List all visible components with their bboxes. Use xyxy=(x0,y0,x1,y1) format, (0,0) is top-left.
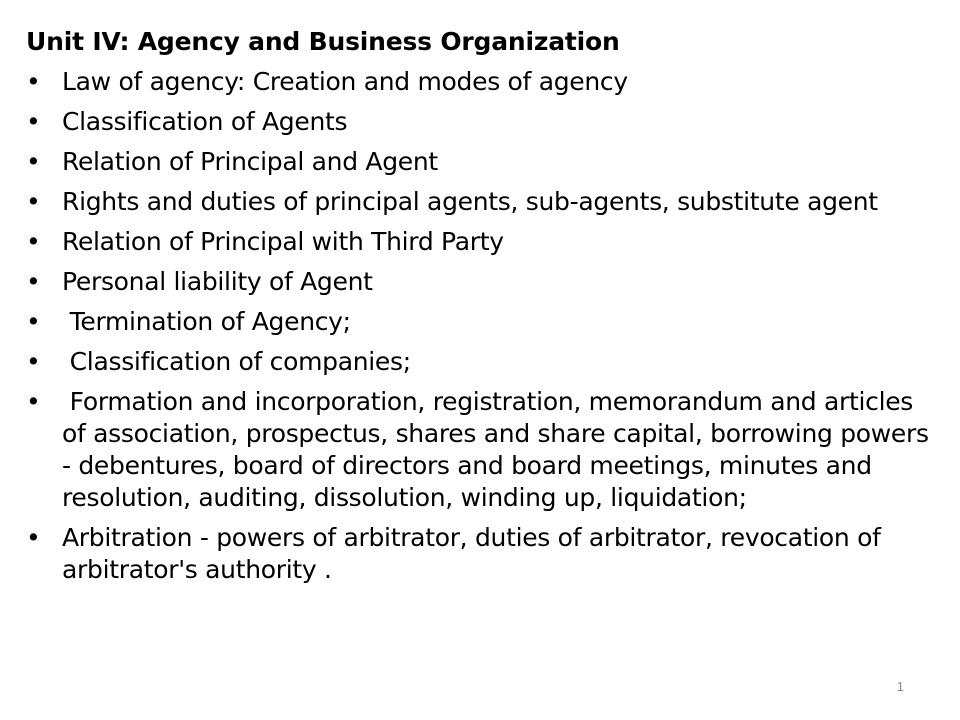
bullet-text: Classification of Agents xyxy=(62,107,348,136)
bullet-item xyxy=(26,146,931,178)
bullet-dot-icon: • xyxy=(26,267,41,296)
slide-content xyxy=(26,26,937,594)
bullet-dot-icon: • xyxy=(26,147,41,176)
bullet-item xyxy=(26,346,931,378)
bullet-item xyxy=(26,106,931,138)
slide-title: Unit IV: Agency and Business Organization xyxy=(26,27,620,56)
bullet-text: Law of agency: Creation and modes of agency xyxy=(62,67,628,96)
bullet-item xyxy=(26,226,931,258)
bullet-dot-icon: • xyxy=(26,107,41,136)
bullet-text: Relation of Principal with Third Party xyxy=(62,227,504,256)
bullet-text: Formation and incorporation, registration, memorandum and articles of association, prospectus, shares and share capital, borrowing powers - debentures, board of directors and board meetings, minutes and resolution, auditing, dissolution, winding up, liquidation; xyxy=(62,387,937,512)
bullet-item xyxy=(26,186,931,218)
bullet-text: Classification of companies; xyxy=(62,347,411,376)
bullet-text: Rights and duties of principal agents, sub-agents, substitute agent xyxy=(62,187,878,216)
bullet-dot-icon: • xyxy=(26,187,41,216)
bullet-dot-icon: • xyxy=(26,347,41,376)
bullet-dot-icon: • xyxy=(26,67,41,96)
page-number: 1 xyxy=(896,679,904,694)
bullet-item xyxy=(26,66,931,98)
bullet-text: Personal liability of Agent xyxy=(62,267,373,296)
bullet-dot-icon: • xyxy=(26,523,41,552)
bullet-dot-icon: • xyxy=(26,227,41,256)
bullet-text: Arbitration - powers of arbitrator, duties of arbitrator, revocation of arbitrator's authority . xyxy=(62,523,881,584)
bullet-dot-icon: • xyxy=(26,387,41,416)
bullet-item xyxy=(26,522,931,586)
bullet-item xyxy=(26,306,931,338)
bullet-text: Relation of Principal and Agent xyxy=(62,147,438,176)
bullet-dot-icon: • xyxy=(26,307,41,336)
bullet-list xyxy=(26,66,937,586)
bullet-item xyxy=(26,266,931,298)
bullet-item xyxy=(26,386,937,514)
bullet-text: Termination of Agency; xyxy=(62,307,351,336)
